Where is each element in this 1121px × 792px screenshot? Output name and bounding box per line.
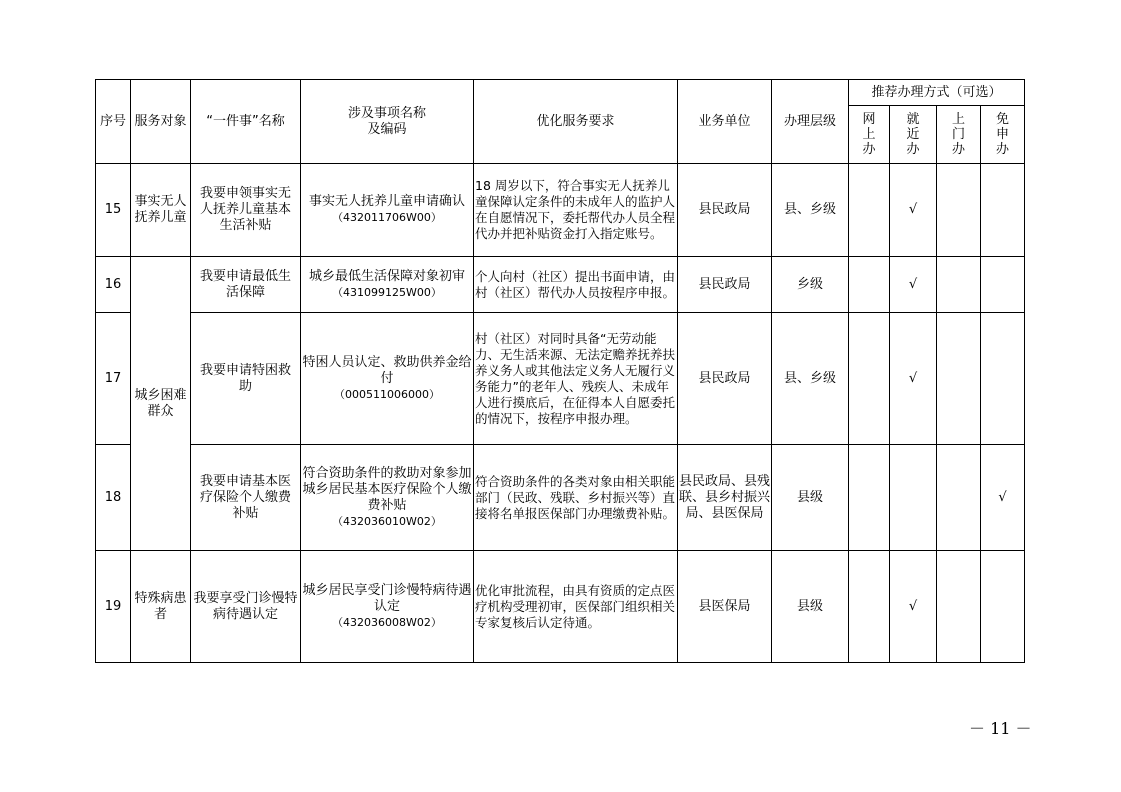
row-requirement: 符合资助条件的各类对象由相关职能部门（民政、残联、乡村振兴等）直接将名单报医保部门办理缴费补贴。 [474, 445, 678, 551]
row-method-exempt [981, 551, 1025, 663]
row-unit: 县民政局 [678, 257, 772, 313]
row-level: 乡级 [772, 257, 849, 313]
row-item [301, 257, 474, 313]
header-level: 办理层级 [772, 80, 849, 164]
row-seq: 17 [96, 313, 131, 445]
table-row [96, 445, 1025, 551]
row-event: 我要申请特困救助 [191, 313, 301, 445]
row-method-door [937, 313, 981, 445]
row-item-code: （432036010W02） [332, 514, 442, 528]
header-target: 服务对象 [131, 80, 191, 164]
row-method-exempt [981, 164, 1025, 257]
header-recommend: 推荐办理方式（可选） [849, 80, 1025, 106]
row-item-name: 符合资助条件的救助对象参加城乡居民基本医疗保险个人缴费补贴 [302, 465, 472, 513]
row-target: 特殊病患者 [131, 551, 191, 663]
row-method-exempt [981, 313, 1025, 445]
row-item [301, 164, 474, 257]
row-seq: 16 [96, 257, 131, 313]
row-item-name: 特困人员认定、救助供养金给付 [302, 354, 472, 386]
row-target: 事实无人抚养儿童 [131, 164, 191, 257]
row-event: 我要申请最低生活保障 [191, 257, 301, 313]
row-item [301, 551, 474, 663]
header-item-line1: 涉及事项名称 [347, 105, 426, 121]
header-method-online: 网 上 办 [849, 106, 890, 164]
row-unit: 县民政局 [678, 313, 772, 445]
header-item-line2: 及编码 [367, 121, 407, 137]
row-method-online [849, 551, 890, 663]
row-requirement: 18 周岁以下，符合事实无人抚养儿童保障认定条件的未成年人的监护人在自愿情况下，委托帮代办人员全程代办并把补贴资金打入指定账号。 [474, 164, 678, 257]
row-method-nearby: √ [890, 551, 937, 663]
row-method-nearby: √ [890, 313, 937, 445]
table-row [96, 313, 1025, 445]
row-method-door [937, 164, 981, 257]
row-method-nearby: √ [890, 257, 937, 313]
row-unit: 县民政局、县残联、县乡村振兴局、县医保局 [678, 445, 772, 551]
row-item-code: （432011706W00） [332, 211, 442, 224]
row-requirement: 村（社区）对同时具备“无劳动能力、无生活来源、无法定赡养抚养扶养义务人或其他法定义务人无履行义务能力”的老年人、残疾人、未成年人进行摸底后，在征得本人自愿委托的情况下，按程序申报办理。 [474, 313, 678, 445]
service-table [95, 79, 1025, 663]
row-event: 我要享受门诊慢特病待遇认定 [191, 551, 301, 663]
header-method-exempt: 免 申 办 [981, 106, 1025, 164]
row-seq: 18 [96, 445, 131, 551]
row-item-code: （431099125W00） [332, 285, 442, 299]
row-level: 县、乡级 [772, 164, 849, 257]
row-seq: 15 [96, 164, 131, 257]
row-method-online [849, 313, 890, 445]
row-method-exempt: √ [981, 445, 1025, 551]
row-requirement: 个人向村（社区）提出书面申请，由村（社区）帮代办人员按程序申报。 [474, 257, 678, 313]
header-row [96, 80, 1025, 106]
row-item-name: 城乡最低生活保障对象初审 [308, 268, 465, 284]
row-item-name: 城乡居民享受门诊慢特病待遇认定 [302, 582, 472, 614]
header-event-name: “一件事”名称 [191, 80, 301, 164]
table-row [96, 164, 1025, 257]
row-method-online [849, 257, 890, 313]
row-requirement: 优化审批流程，由具有资质的定点医疗机构受理初审，医保部门组织相关专家复核后认定待通。 [474, 551, 678, 663]
table-row [96, 257, 1025, 313]
row-event: 我要申领事实无人抚养儿童基本生活补贴 [191, 164, 301, 257]
row-method-door [937, 551, 981, 663]
row-event: 我要申请基本医疗保险个人缴费补贴 [191, 445, 301, 551]
header-requirement: 优化服务要求 [474, 80, 678, 164]
row-item [301, 445, 474, 551]
row-method-online [849, 445, 890, 551]
row-method-nearby: √ [890, 164, 937, 257]
page-number: － 11 － [969, 719, 1032, 738]
row-target: 城乡困难群众 [131, 257, 191, 551]
row-method-exempt [981, 257, 1025, 313]
row-unit: 县医保局 [678, 551, 772, 663]
row-item-code: （000511006000） [334, 387, 440, 401]
row-method-door [937, 257, 981, 313]
header-method-nearby: 就 近 办 [890, 106, 937, 164]
row-item-code: （432036008W02） [332, 615, 442, 629]
row-method-door [937, 445, 981, 551]
row-item-name: 事实无人抚养儿童申请确认 [308, 194, 465, 209]
header-item [301, 80, 474, 164]
header-seq: 序号 [96, 80, 131, 164]
header-unit: 业务单位 [678, 80, 772, 164]
table-row [96, 551, 1025, 663]
row-seq: 19 [96, 551, 131, 663]
row-method-online [849, 164, 890, 257]
row-level: 县、乡级 [772, 313, 849, 445]
row-level: 县级 [772, 551, 849, 663]
row-unit: 县民政局 [678, 164, 772, 257]
row-item [301, 313, 474, 445]
header-method-door: 上 门 办 [937, 106, 981, 164]
row-level: 县级 [772, 445, 849, 551]
row-method-nearby [890, 445, 937, 551]
